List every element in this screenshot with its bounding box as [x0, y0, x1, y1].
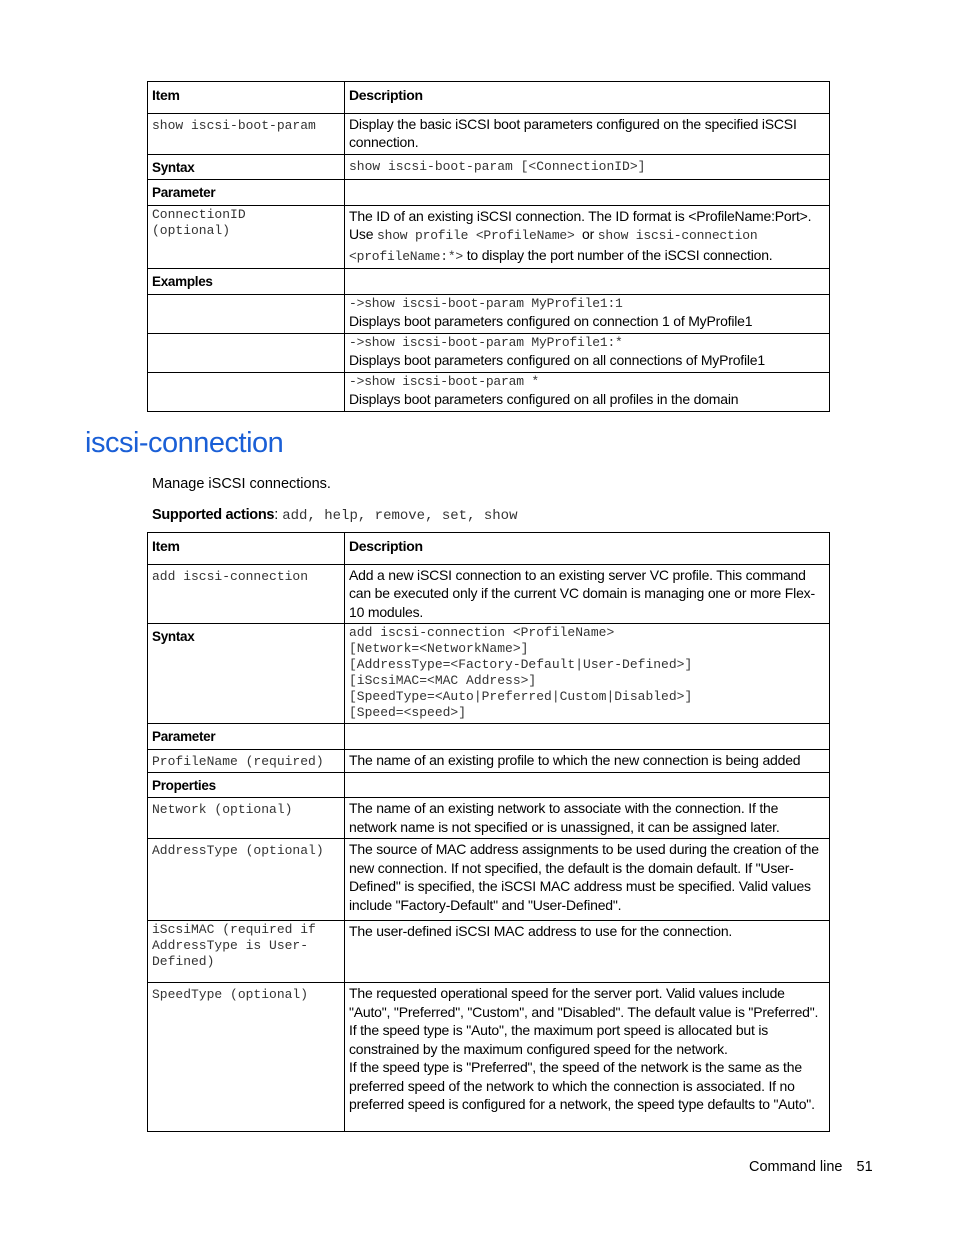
actions-label: Supported actions — [152, 507, 275, 523]
syntax-line: [SpeedType=<Auto|Preferred|Custom|Disabled>] — [349, 689, 693, 704]
syntax-line: [AddressType=<Factory-Default|User-Defined>] — [349, 657, 693, 672]
supported-actions: Supported actions: add, help, remove, set, show — [152, 507, 518, 524]
parameter-label: Parameter — [148, 180, 345, 206]
property-description: The name of an existing network to associate with the connection. If the network name is not specified or is unassigned, it can be assigned later. — [345, 798, 830, 839]
command-description: Add a new iSCSI connection to an existing server VC profile. This command can be executed only if the current VC domain is managing one or more Flex-10 modules. — [345, 564, 830, 624]
param-name: ConnectionID (optional) — [152, 206, 246, 238]
example-code: ->show iscsi-boot-param MyProfile1:1 — [349, 295, 623, 311]
syntax-line: [Network=<NetworkName>] — [349, 641, 529, 656]
command-description: Display the basic iSCSI boot parameters configured on the specified iSCSI connection. — [345, 113, 830, 154]
property-description: The requested operational speed for the server port. Valid values include "Auto", "Preferred", "Custom", and "Disabled". The default value is "Preferred". If the speed type is "Auto", the maximum port speed is allocated but is constrained by the maximum configured speed for the network. If the speed type is "Preferred", the speed of the network is the same as the preferred speed of the network to which the connection is associated. If no preferred speed is configured for a network, the speed type defaults to "Auto". — [345, 983, 830, 1132]
inline-code: show profile <ProfileName> — [377, 228, 575, 243]
table-header-row — [148, 533, 830, 565]
table-row — [148, 749, 830, 772]
param-description: The name of an existing profile to which the new connection is being added — [345, 749, 830, 772]
table-row — [148, 724, 830, 750]
syntax-code: show iscsi-boot-param [<ConnectionID>] — [349, 158, 646, 174]
example-description: Displays boot parameters configured on connection 1 of MyProfile1 — [349, 312, 753, 329]
table-row — [148, 154, 830, 180]
property-row — [148, 798, 830, 839]
property-name: AddressType (optional) — [152, 843, 324, 858]
properties-label: Properties — [148, 772, 345, 798]
table-row — [148, 624, 830, 724]
table-row — [148, 269, 830, 295]
syntax-line: add iscsi-connection <ProfileName> — [349, 625, 615, 640]
command-name: show iscsi-boot-param — [152, 117, 316, 133]
page-footer — [749, 1159, 873, 1175]
example-code: ->show iscsi-boot-param * — [349, 373, 540, 389]
page-number: 51 — [856, 1159, 873, 1175]
property-description: The source of MAC address assignments to be used during the creation of the new connection. If not specified, the default is the domain default. If "User-Defined" is specified, the iSCSI MAC address must be specified. Valid values include "Factory-Default" and "User-Defined". — [345, 839, 830, 921]
example-description: Displays boot parameters configured on all connections of MyProfile1 — [349, 351, 765, 368]
param-name: ProfileName (required) — [152, 753, 324, 769]
header-description: Description — [345, 82, 830, 114]
syntax-label: Syntax — [148, 154, 345, 180]
property-name: Network (optional) — [152, 802, 293, 817]
inline-code: show iscsi-connection <profileName:*> — [349, 228, 758, 264]
section-title: iscsi-connection — [85, 427, 284, 459]
table-row — [148, 564, 830, 624]
syntax-block — [345, 624, 830, 724]
property-description: The user-defined iSCSI MAC address to use for the connection. — [345, 921, 830, 983]
table-header-row — [148, 82, 830, 114]
table-row — [148, 772, 830, 798]
property-name: SpeedType (optional) — [152, 987, 309, 1002]
actions-list: add, help, remove, set, show — [282, 508, 518, 524]
property-row — [148, 921, 830, 983]
header-description: Description — [345, 533, 830, 565]
header-item: Item — [148, 82, 345, 114]
example-description: Displays boot parameters configured on all profiles in the domain — [349, 390, 739, 407]
property-name: iScsiMAC (required if AddressType is User-Defined) — [152, 922, 316, 969]
command-name: add iscsi-connection — [152, 568, 309, 584]
syntax-label: Syntax — [148, 624, 345, 724]
example-code: ->show iscsi-boot-param MyProfile1:* — [349, 334, 623, 350]
table-row — [148, 180, 830, 206]
table-row — [148, 113, 830, 154]
example-row — [148, 333, 830, 372]
footer-label: Command line — [749, 1159, 843, 1175]
boot-param-table — [147, 81, 830, 412]
example-row — [148, 372, 830, 411]
section-intro: Manage iSCSI connections. — [152, 476, 331, 492]
syntax-line: [Speed=<speed>] — [349, 705, 467, 720]
header-item: Item — [148, 533, 345, 565]
property-row — [148, 839, 830, 921]
examples-label: Examples — [148, 269, 345, 295]
syntax-line: [iScsiMAC=<MAC Address>] — [349, 673, 537, 688]
add-connection-table — [147, 532, 830, 1132]
param-description: The ID of an existing iSCSI connection. The ID format is <ProfileName:Port>. Use show profile <ProfileName> or show iscsi-connection <profileName:*> to display the port number of the iSCSI connection. — [345, 205, 830, 269]
property-row — [148, 983, 830, 1132]
table-row — [148, 205, 830, 269]
parameter-label: Parameter — [148, 724, 345, 750]
example-row — [148, 294, 830, 333]
